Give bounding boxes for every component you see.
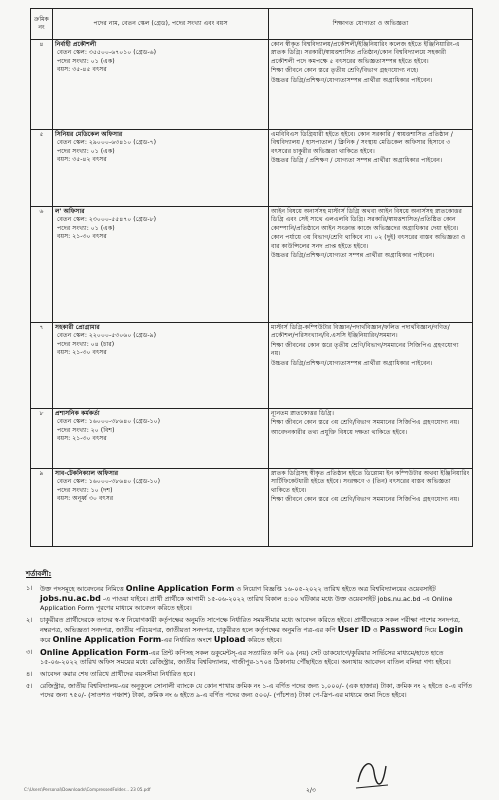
- emphasized-term: Online Application Form: [40, 648, 149, 657]
- post-cell: [53, 323, 269, 409]
- condition-item: [26, 682, 474, 700]
- job-table: [30, 8, 473, 547]
- emphasized-term: jobs.nu.ac.bd: [40, 594, 101, 603]
- qualification-text: উচ্চতর ডিগ্রি / প্রশিক্ষণ / যোগ্যতা সম্পন্ন প্রার্থীরা অগ্রাধিকার পাইবেন।: [271, 157, 443, 165]
- table-row: [31, 409, 473, 469]
- condition-item: [26, 648, 474, 667]
- post-detail-line: বয়স: ৩৫-৪৫ বৎসর: [57, 66, 107, 74]
- qualification-cell: [269, 130, 473, 207]
- qualification-text: শিক্ষা জীবনে কোন স্তরে ৩য় শ্রেণি/বিভাগ সমমানের সিজিপিএ গ্রহণযোগ্য নয়।: [271, 419, 460, 427]
- condition-segment: করিতে হইবে।: [245, 636, 282, 644]
- post-title: ল' অফিসার: [55, 208, 85, 215]
- condition-text: [40, 682, 474, 700]
- serial-cell: ৪: [31, 40, 53, 130]
- file-path-footer: C:\Users\Personal\Downloads\CompressedFolder... 23 05.pdf: [24, 787, 151, 792]
- post-detail-line: বয়স: ২১-৩০ বৎসর: [57, 233, 107, 241]
- qualification-text: এমবিবিএস ডিগ্রিধারী হইতে হইবে। কোন সরকারি / স্বায়ত্তশাসিত প্রতিষ্ঠান / বিশ্ববিদ্যালয় / হাসপাতাল / ক্লিনিক / সংস্থায় মেডিকেল অফিসার হিসাবে ৩ বৎসরের চাকুরীর অভিজ্ঞতা থাকিতে হইবে।: [271, 131, 453, 155]
- post-detail-line: পদের সংখ্যা: ১০ (দশ): [57, 486, 113, 494]
- condition-segment: আবেদন করার শেষ তারিখে প্রার্থীদের বয়সসীমা নির্ধারিত হবে।: [40, 670, 195, 678]
- emphasized-term: Online Application Form: [52, 635, 162, 644]
- condition-number: ২।: [26, 616, 33, 624]
- post-title: নির্বাহী প্রকৌশলী: [55, 41, 97, 48]
- post-detail-line: পদের সংখ্যা: ০৪ (চার): [57, 340, 115, 348]
- qualification-text: শিক্ষা জীবনের কোন স্তরে তৃতীয় শ্রেণি/বিভাগ/সমমানের সিজিপিএ গ্রহণযোগ্য নয়।: [271, 341, 459, 358]
- emphasized-term: Upload: [213, 635, 246, 644]
- serial-cell: ৫: [31, 130, 53, 207]
- qualification-text: শিক্ষা জীবনে কোন স্তরে ৩য় শ্রেণি/বিভাগ সমমানের সিজিপিএ গ্রহণযোগ্য নয়।: [271, 496, 460, 504]
- condition-segment: -এর প্রিন্ট কপিসহ সকল ডকুমেন্টস্-এর সত্যায়িত কপি ০৯ (নয়) সেট ডাকযোগে/কুরিয়ার সার্ভিসের মাধ্যমে/হাতে হাতে ১৫-০৬-২০২২ তারিখ অফিস সময়ের মধ্যে রেজিস্ট্রার, জাতীয় বিশ্ববিদ্যালয়, গাজীপুর-১৭০৪ ঠিকানায় পৌঁছাইতে হইবে। অন্যথায় আবেদন বাতিল বলিয়া গণ্য হইবে।: [40, 649, 451, 666]
- condition-item: [26, 616, 474, 645]
- condition-text: [40, 648, 474, 667]
- conditions-section: [26, 570, 474, 703]
- post-detail-line: পদের সংখ্যা: ০১ (এক): [57, 224, 115, 232]
- qualification-cell: [269, 409, 473, 469]
- header-serial: ক্রমিক নং: [31, 9, 53, 40]
- post-title: সহকারী প্রোগ্রামার: [55, 324, 100, 331]
- qualification-text: মাস্টার্স ডিগ্রি-কম্পিউটার বিজ্ঞান/পদার্থবিজ্ঞান/ফলিত পদার্থবিজ্ঞান/গণিত/প্রকৌশল/পরিসংখ্যান/বি.এসসি ইঞ্জিনিয়ারিং/সমমান।: [271, 324, 450, 340]
- condition-segment: ও নিয়োগ বিজ্ঞপ্তি ১৬-০৫-২০২২ তারিখ হইতে অত্র বিশ্ববিদ্যালয়ের ওয়েবসাইট: [234, 585, 436, 593]
- post-detail-line: বেতন স্কেল: ১৬০০০-৩৮৬৪০ (গ্রেড-১০): [57, 478, 161, 486]
- post-detail-line: বেতন স্কেল: ২২০০০-৫৩০৬০ (গ্রেড-৯): [57, 332, 157, 340]
- post-cell: [53, 207, 269, 323]
- condition-number: ৪।: [26, 670, 33, 678]
- post-cell: [53, 469, 269, 547]
- qualification-text: কোন স্বীকৃত বিশ্ববিদ্যালয়/প্রকৌশলী/ইঞ্জিনিয়ারিং কলেজ হইতে ইঞ্জিনিয়ারিং-এ স্নাতক ডিগ্রি। সরকারী/স্বায়ত্তশাসিত প্রতিষ্ঠান/কোন বিশ্ববিদ্যালয়ে সহকারী প্রকৌশলী পদে কমপক্ষে ৫ বৎসরের অভিজ্ঞতাসম্পন্ন হইতে হইবে।: [271, 41, 460, 65]
- serial-cell: ৯: [31, 469, 53, 547]
- condition-text: [40, 670, 474, 679]
- qualification-text: স্নাতক ডিগ্রিসহ স্বীকৃত প্রতিষ্ঠান হইতে ডিপ্লোমা ইন কম্পিউটার অথবা ইঞ্জিনিয়ারিং সার্টিফিকেটধারী হইতে হইবে। সংরক্ষণে ৩ (তিন) বৎসরের বাস্তব অভিজ্ঞতা থাকিতে হইবে।: [271, 470, 470, 494]
- post-detail-line: পদের সংখ্যা: ০১ (এক): [57, 147, 115, 155]
- conditions-heading: শর্তাবলী:: [26, 570, 52, 578]
- condition-segment: ও: [370, 626, 380, 634]
- page-number: ২/৩: [306, 787, 316, 794]
- qualification-text: উচ্চতর ডিগ্রি/প্রশিক্ষণ/যোগ্যতা সম্পন্ন প্রার্থীরা অগ্রাধিকার পাইবেন।: [271, 252, 435, 260]
- post-cell: [53, 409, 269, 469]
- post-detail-line: পদের সংখ্যা: ০১ (এক): [57, 57, 115, 65]
- post-detail-line: বয়স: ২১-৩০ বৎসর: [57, 349, 107, 357]
- condition-item: [26, 584, 474, 613]
- post-detail-line: বয়স: ২১-৩০ বৎসর: [57, 435, 107, 443]
- qualification-text: উচ্চতর ডিগ্রি/প্রশিক্ষণ/যোগ্যতাসম্পন্ন প্রার্থীরা অগ্রাধিকার পাইবেন।: [271, 76, 433, 84]
- condition-item: [26, 670, 474, 679]
- emphasized-term: User ID: [337, 625, 371, 634]
- post-detail-line: বয়স: ৩৫-৪২ বৎসর: [57, 156, 107, 164]
- post-cell: [53, 130, 269, 207]
- condition-number: ৫।: [26, 682, 33, 690]
- post-detail-line: বেতন স্কেল: ২৩০০০-৫৫৪৭০ (গ্রেড-৮): [57, 216, 157, 224]
- qualification-cell: [269, 469, 473, 547]
- post-cell: [53, 40, 269, 130]
- condition-text: [40, 584, 474, 613]
- qualification-text: আইন বিষয়ে অনার্সসহ মাস্টার্স ডিগ্রি অথবা আইন বিষয়ে অনার্সসহ স্নাতকোত্তর ডিগ্রি এবং সেই সাথে এলএলবি ডিগ্রি। সরকারি/স্বায়ত্তশাসিত/প্রতিষ্ঠিত কোন কোম্পানি/প্রতিষ্ঠানে আইন সংক্রান্ত কাজে অভিজ্ঞদের অগ্রাধিকার দেয়া হইবে।: [271, 208, 462, 232]
- qualification-cell: [269, 40, 473, 130]
- qualification-text: উচ্চতর ডিগ্রি/প্রশিক্ষণ/যোগ্যতাসম্পন্ন প্রার্থীরা অগ্রাধিকার পাইবেন।: [271, 359, 433, 367]
- emphasized-term: Login: [438, 625, 464, 634]
- condition-text: [40, 616, 474, 645]
- post-detail-line: বেতন স্কেল: ৩৫৫০০-৬৭০১০ (গ্রেড-৬): [57, 49, 157, 57]
- condition-segment: চাকুরীরত প্রার্থীদেরকে তাদের স্ব-স্ব নিয়োগকারী কর্তৃপক্ষের অনুমতি সাপেক্ষে নির্ধারিত সময়সীমার মধ্যে আবেদন করিতে হইবে। প্রার্থীদেরকে সকল পরীক্ষা পাশের সনদপত্র, নম্বরপত্র, অভিজ্ঞতা সনদপত্র, জাতীয় পরিচয়পত্র, জাতীয়তা সনদপত্র, চাকুরীরত হলে কর্তৃপক্ষের অনুমতি পত্র-এর কপি: [40, 616, 461, 634]
- table-row: [31, 323, 473, 409]
- table-row: [31, 130, 473, 207]
- post-title: সাব-টেকনিক্যাল অফিসার: [55, 470, 119, 477]
- qualification-cell: [269, 207, 473, 323]
- condition-number: ৩।: [26, 648, 33, 656]
- post-title: সিনিয়র মেডিকেল অফিসার: [55, 131, 123, 138]
- post-detail-line: বয়স: অনূর্ধ্ব ৩০ বৎসর: [57, 495, 114, 503]
- condition-segment: রেজিস্ট্রার, জাতীয় বিশ্ববিদ্যালয়-এর অনুকূলে সোনালী ব্যাংকে যে কোন শাখায় ক্রমিক নং ১-এ বর্ণিত পদের জন্য ১,০০০/- (এক হাজার) টাকা, ক্রমিক নং ২ হইতে ৫-এ বর্ণিত পদের জন্য ৭৫০/- (সাতশত পঞ্চাশ) টাকা, ক্রমিক নং ৬ হইতে ৯-এ বর্ণিত পদের জন্য ৫০০/- (পাঁচশত) টাকা পে-স্লিপ-এর মাধ্যমে জমা দিতে হইবে।: [40, 682, 472, 699]
- table-row: [31, 207, 473, 323]
- table-row: [31, 469, 473, 547]
- qualification-text: শিক্ষা জীবনে কোন স্তরে তৃতীয় শ্রেণি/বিভাগ গ্রহণযোগ্য নহে।: [271, 67, 419, 75]
- condition-segment: করে: [40, 636, 53, 644]
- serial-cell: ৬: [31, 207, 53, 323]
- post-detail-line: পদের সংখ্যা: ২০ (বিশ): [57, 426, 115, 434]
- qualification-cell: [269, 323, 473, 409]
- condition-segment: দিয়ে: [422, 626, 439, 634]
- table-row: [31, 40, 473, 130]
- emphasized-term: Online Application Form: [125, 584, 235, 593]
- qualification-text: আবেদনকারীর তথ্য প্রযুক্তি বিষয়ে দক্ষতা থাকিতে হইবে।: [271, 428, 408, 436]
- condition-number: ১।: [26, 584, 33, 592]
- emphasized-term: Password: [379, 625, 423, 634]
- post-title: প্রশাসনিক কর্মকর্তা: [55, 410, 100, 417]
- serial-cell: ৮: [31, 409, 53, 469]
- signature-mark: [352, 752, 392, 796]
- header-post: পদের নাম, বেতন স্কেল (গ্রেড), পদের সংখ্যা এবং বয়স: [53, 9, 269, 40]
- condition-segment: -এ পাওয়া যাইবে। প্রার্থী প্রার্থীকে আগামী ১৫-০৬-২০২২ তারিখ বিকাল ৪:০০ ঘটিকার মধ্যে উক্ত ওয়েবসাইট jobs.nu.ac.bd -এ Online Application Form পূরণের মাধ্যমে আবেদন করিতে হইবে।: [40, 595, 453, 612]
- qualification-text: কোন পর্যায়ে ৩য় বিভাগ/শ্রেণি থাকিবে না। ০২ (দুই) বৎসরের বাস্তব অভিজ্ঞতা ও বার কাউন্সিলের সনদ প্রাপ্ত হইতে হইবে।: [271, 234, 466, 250]
- serial-cell: ৭: [31, 323, 53, 409]
- table-header-row: [31, 9, 473, 40]
- post-detail-line: বেতন স্কেল: ১৬০০০-৩৮৬৪০ (গ্রেড-১০): [57, 418, 161, 426]
- header-qualification: শিক্ষাগত যোগ্যতা ও অভিজ্ঞতা: [269, 9, 473, 40]
- condition-segment: -এর নির্ধারিত অংশে: [161, 636, 214, 644]
- post-detail-line: বেতন স্কেল: ২৯০০০-৬৩৪১০ (গ্রেড-৭): [57, 139, 157, 147]
- condition-segment: উক্ত পদসমূহে আবেদনের নিমিত্তে: [40, 585, 126, 593]
- qualification-text: ন্যূনতম স্নাতকোত্তর ডিগ্রি।: [271, 410, 334, 417]
